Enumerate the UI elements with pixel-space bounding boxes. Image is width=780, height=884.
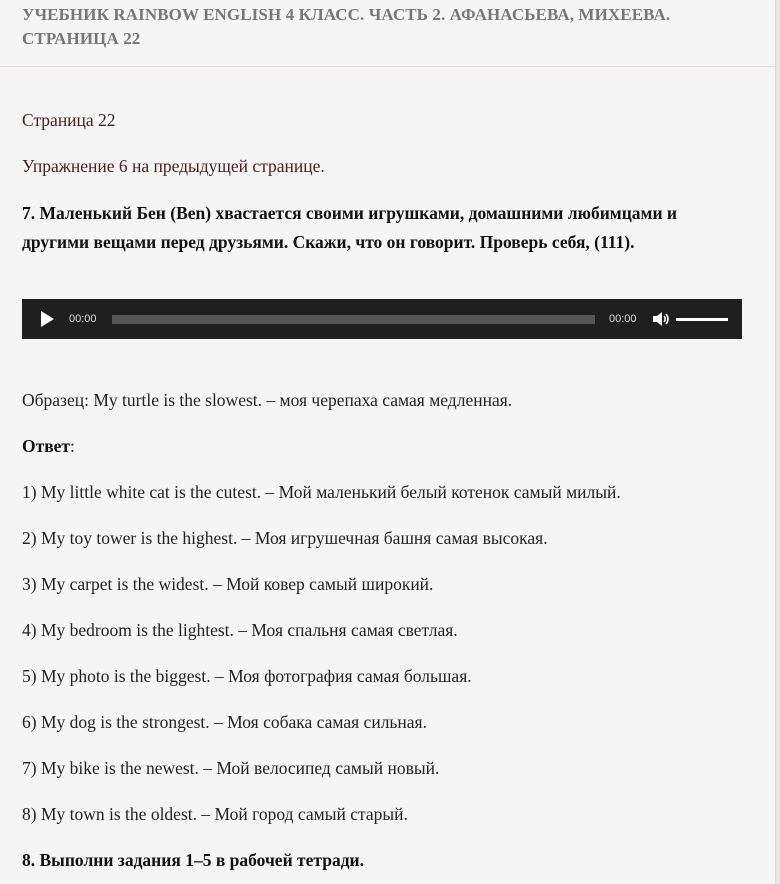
- volume-slider[interactable]: [676, 318, 728, 321]
- current-time: 00:00: [69, 313, 97, 325]
- answer-line: 3) My carpet is the widest. – Мой ковер самый широкий.: [22, 574, 434, 594]
- answer-line: 4) My bedroom is the lightest. – Моя спальня самая светлая.: [22, 620, 458, 640]
- answer-line: 8) My town is the oldest. – Мой город самый старый.: [22, 804, 408, 824]
- answer-label-text: Ответ: [22, 436, 71, 456]
- answer-line: 6) My dog is the strongest. – Моя собака самая сильная.: [22, 712, 427, 732]
- answer-line: 5) My photo is the biggest. – Моя фотография самая большая.: [22, 666, 472, 686]
- page-title: УЧЕБНИК RAINBOW ENGLISH 4 КЛАСС. ЧАСТЬ 2. АФАНАСЬЕВА, МИХЕЕВА. СТРАНИЦА 22: [22, 5, 671, 48]
- speaker-icon[interactable]: [651, 310, 669, 328]
- answer-line: 7) My bike is the newest. – Мой велосипед самый новый.: [22, 758, 440, 778]
- audio-player: [22, 299, 742, 339]
- sample-text: Образец: My turtle is the slowest. – моя черепаха самая медленная.: [22, 390, 513, 410]
- header-divider: [0, 66, 776, 67]
- progress-rail[interactable]: [112, 315, 595, 324]
- answer-line: 1) My little white cat is the cutest. – Мой маленький белый котенок самый милый.: [22, 482, 621, 502]
- answer-line: 2) My toy tower is the highest. – Моя игрушечная башня самая высокая.: [22, 528, 548, 548]
- exercise-8-heading: 8. Выполни задания 1–5 в рабочей тетради.: [22, 850, 365, 870]
- answer-colon: :: [70, 436, 75, 456]
- answer-label: [22, 434, 75, 458]
- play-icon[interactable]: [41, 311, 54, 327]
- exercise-7-heading: 7. Маленький Бен (Ben) хвастается своими игрушками, домашними любимцами и другими вещами перед друзьями. Скажи, что он говорит. Проверь себя, (111).: [22, 203, 677, 252]
- page-header: [22, 3, 742, 51]
- duration-time: 00:00: [609, 313, 637, 325]
- page-reference: Страница 22: [22, 110, 116, 130]
- previous-exercise-link[interactable]: Упражнение 6 на предыдущей странице.: [22, 156, 325, 176]
- page-right-border: [775, 0, 780, 884]
